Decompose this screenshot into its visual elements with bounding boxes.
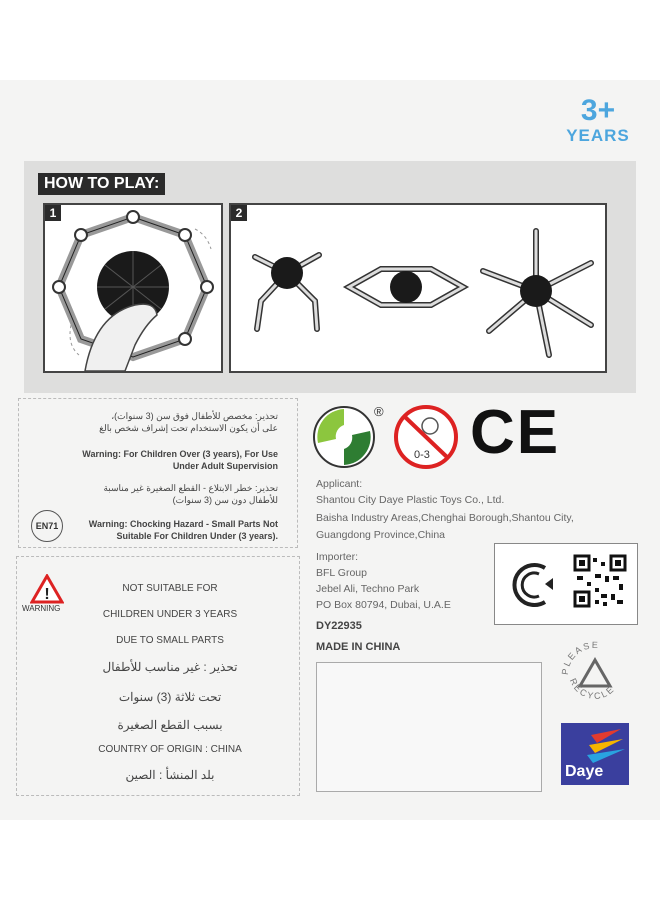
en71-mark: EN71 xyxy=(31,510,63,542)
hand-squeezing-toy-illustration xyxy=(45,205,221,371)
not-suitable-arabic-2: تحت ثلاثة (3) سنوات xyxy=(118,690,222,704)
english-warning-2a: Warning: Chocking Hazard - Small Parts Not xyxy=(88,519,278,529)
applicant-line-3: Guangdong Province,China xyxy=(316,529,446,541)
applicant-label: Applicant: xyxy=(316,478,363,490)
age-badge xyxy=(558,96,638,146)
brand-qr-box xyxy=(494,543,638,625)
not-suitable-line-1: NOT SUITABLE FOR xyxy=(122,583,218,594)
not-suitable-line-3: DUE TO SMALL PARTS xyxy=(116,635,224,646)
english-warning-1a: Warning: For Children Over (3 years), For Use xyxy=(82,449,278,459)
ce-mark: CE xyxy=(470,398,561,467)
not-suitable-arabic-3: بسبب القطع الصغيرة xyxy=(117,718,223,732)
warning-triangle-icon xyxy=(30,574,64,604)
english-warning-2b: Suitable For Children Under (3 years). xyxy=(116,531,278,541)
product-code: DY22935 xyxy=(316,620,362,632)
country-of-origin-arabic: بلد المنشأ : الصين xyxy=(125,768,215,782)
step-2-number: 2 xyxy=(231,205,247,221)
applicant-line-1: Shantou City Daye Plastic Toys Co., Ltd. xyxy=(316,494,505,506)
country-of-origin: COUNTRY OF ORIGIN : CHINA xyxy=(98,744,242,755)
not-suitable-arabic-1: تحذير : غير مناسب للأطفال xyxy=(102,660,238,674)
importer-line-2: Jebel Ali, Techno Park xyxy=(316,583,420,595)
made-in-china: MADE IN CHINA xyxy=(316,641,401,653)
arabic-warning-1a: تحذير: مخصص للأطفال فوق سن (3 سنوات)، xyxy=(111,411,278,421)
warning-label: WARNING xyxy=(22,604,61,613)
applicant-line-2: Baisha Industry Areas,Chenghai Borough,Shantou City, xyxy=(316,512,574,524)
arabic-warning-2a: تحذير: خطر الابتلاع - القطع الصغيرة غير مناسبة xyxy=(103,483,278,493)
svg-text:PLEASE: PLEASE xyxy=(560,640,601,676)
daye-stripes-icon xyxy=(561,727,629,767)
daye-logo xyxy=(561,723,629,785)
arabic-warning-1b: على أن يكون الاستخدام تحت إشراف شخص بالغ xyxy=(99,423,278,433)
not-suitable-line-2: CHILDREN UNDER 3 YEARS xyxy=(102,609,238,620)
toy-shapes-illustration xyxy=(231,205,605,371)
registered-mark: ® xyxy=(374,404,384,419)
age-mark-text: 0-3 xyxy=(414,449,430,461)
svg-text:RECYCLE: RECYCLE xyxy=(567,676,617,702)
step-1-panel xyxy=(43,203,223,373)
qr-code-icon[interactable] xyxy=(573,554,627,608)
importer-label: Importer: xyxy=(316,551,359,563)
step-2-panel xyxy=(229,203,607,373)
importer-line-1: BFL Group xyxy=(316,567,367,579)
english-warning-1b: Under Adult Supervision xyxy=(172,461,278,471)
barcode-area xyxy=(316,662,542,792)
not-for-under-3-icon xyxy=(392,404,460,470)
svg-text:!: ! xyxy=(44,586,50,603)
age-number: 3+ xyxy=(580,94,616,127)
age-label: YEARS xyxy=(566,126,630,145)
arabic-warning-2b: للأطفال دون سن (3 سنوات) xyxy=(172,495,278,505)
importer-line-3: PO Box 80794, Dubai, U.A.E xyxy=(316,599,451,611)
daye-brand-text: Daye xyxy=(565,763,604,780)
step-1-number: 1 xyxy=(45,205,61,221)
how-to-play-title: HOW TO PLAY: xyxy=(38,173,165,195)
please-recycle-icon xyxy=(560,640,630,710)
